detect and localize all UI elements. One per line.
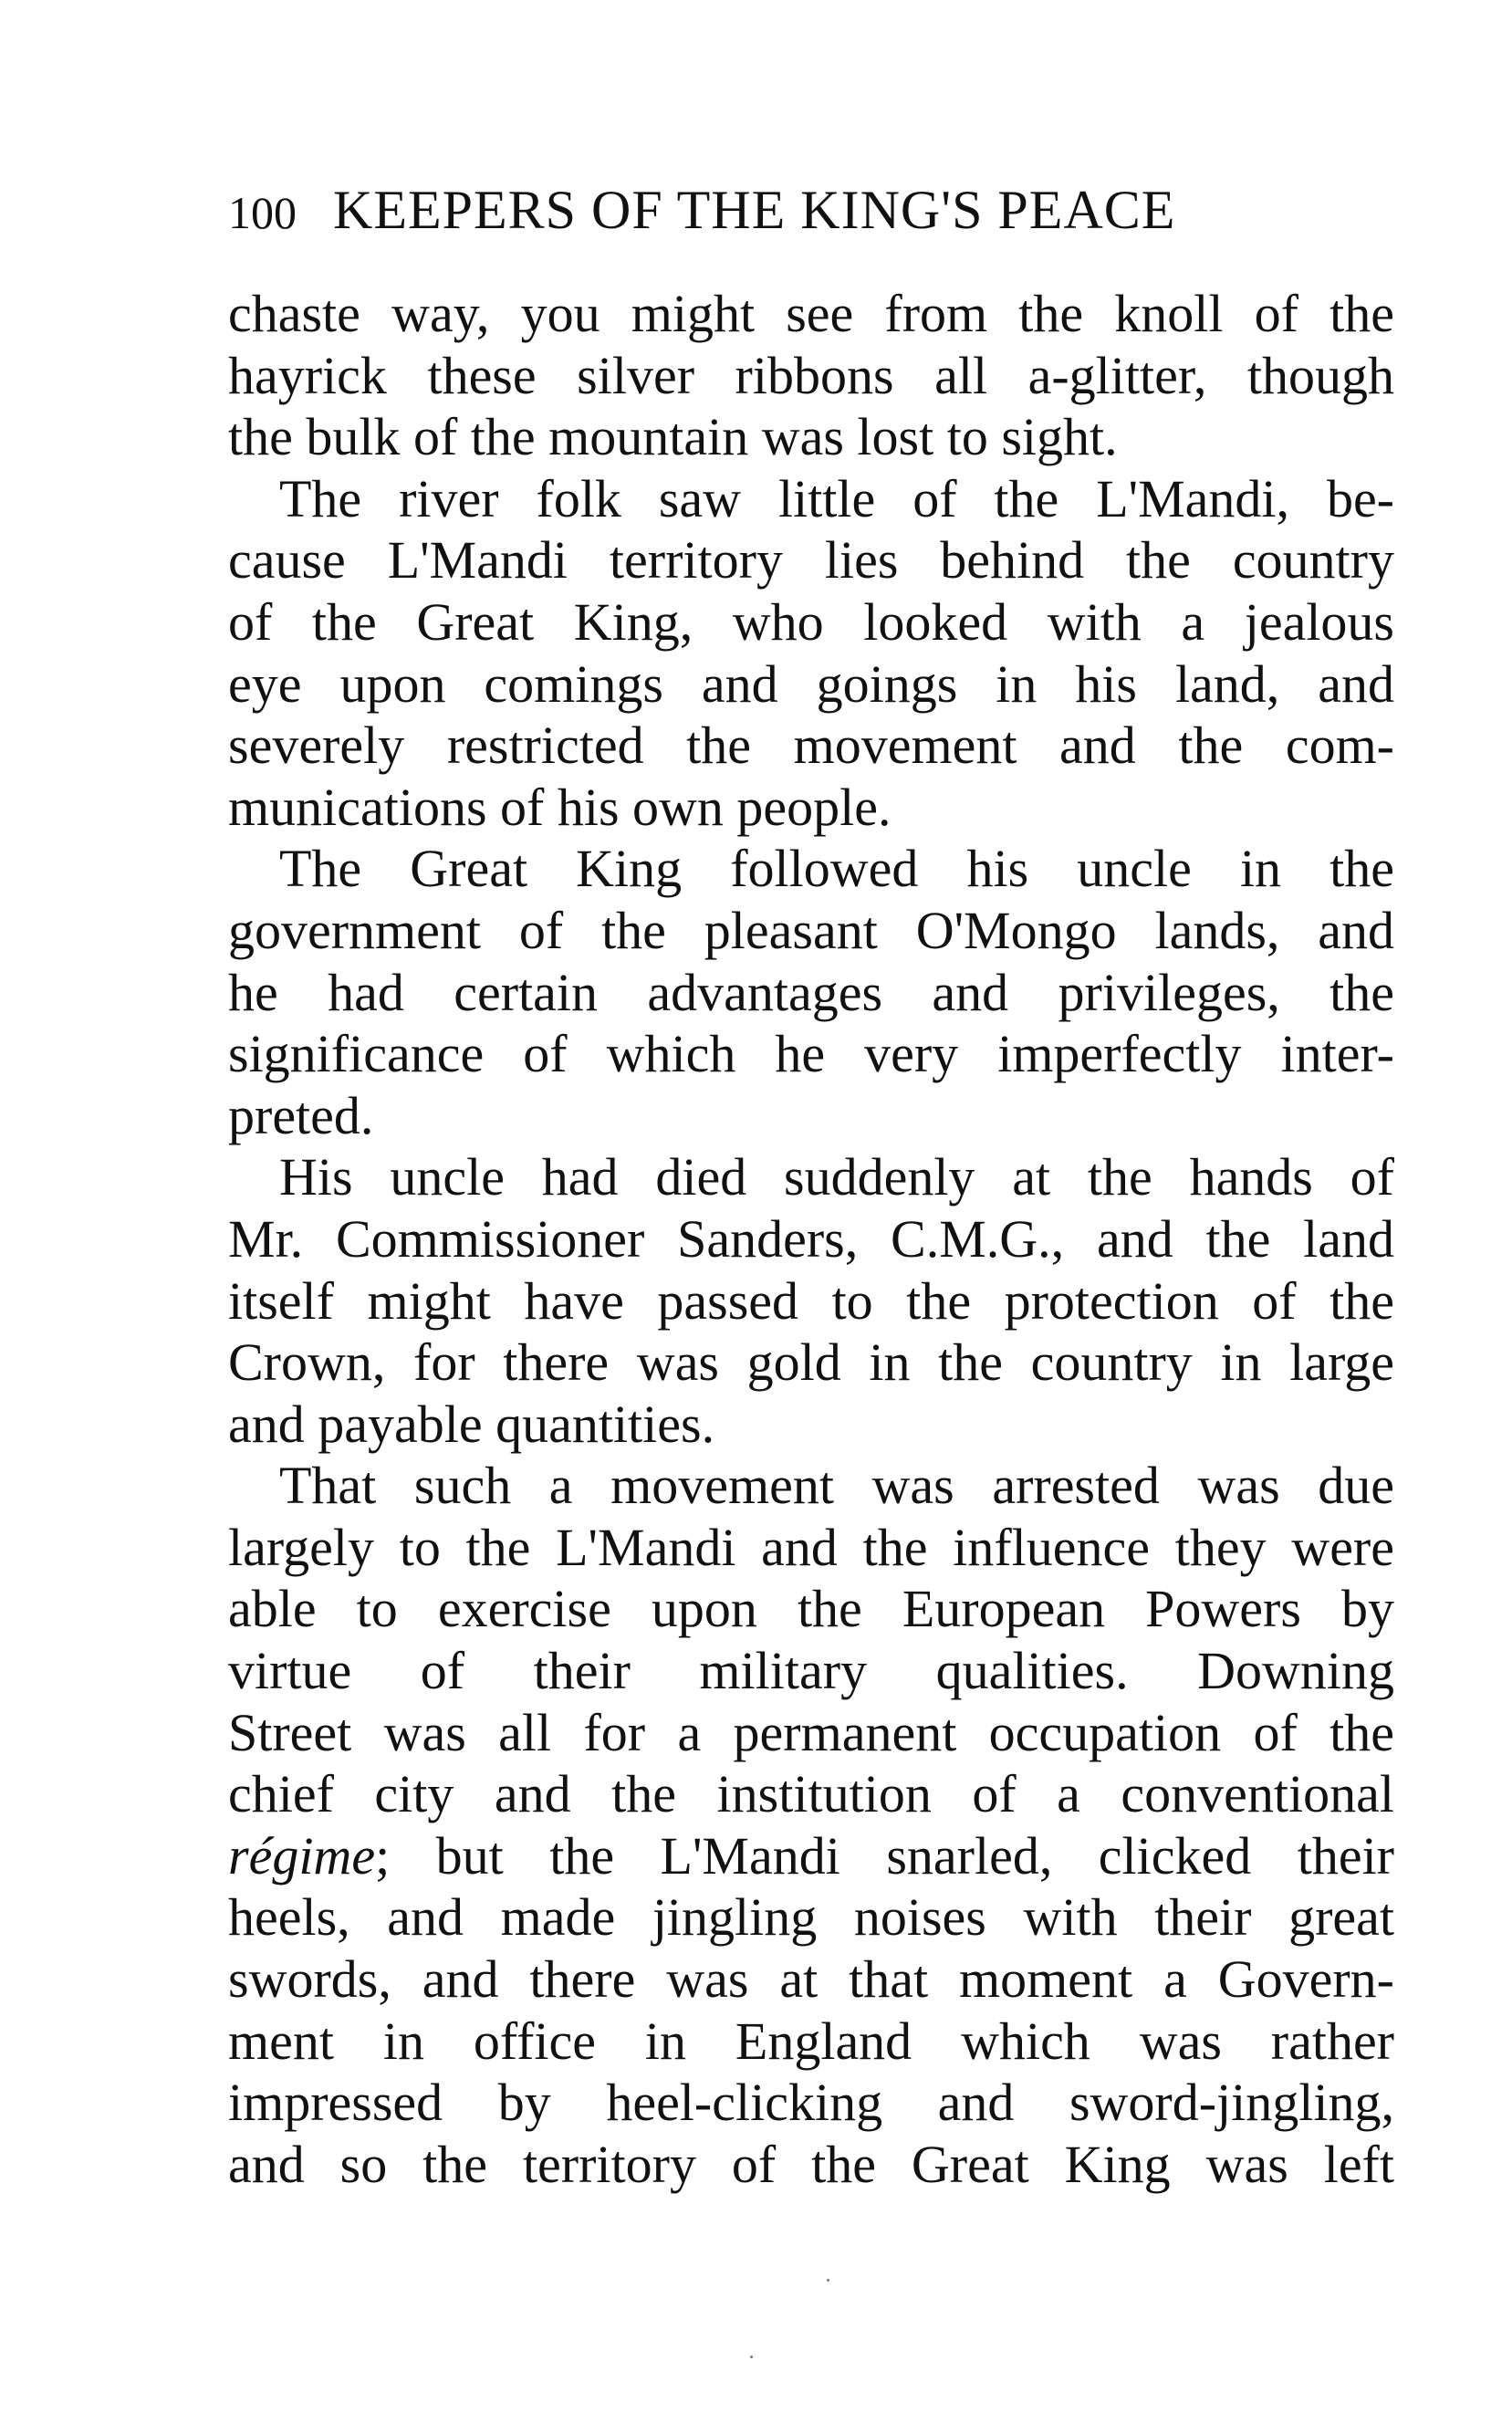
text-line: hayrick these silver ribbons all a-glitter, though [228, 345, 1394, 405]
text-line [228, 1825, 1394, 1887]
text-line: eye upon comings and goings in his land, and [228, 653, 1394, 714]
text-line: chief city and the institution of a conventional [228, 1764, 1394, 1824]
text-line: The Great King followed his uncle in the [279, 839, 1394, 899]
text-line: and payable quantities. [228, 1394, 715, 1454]
text-line: preted. [228, 1085, 374, 1145]
page-number: 100 [228, 187, 297, 238]
line-rest: ; but the L'Mandi snarled, clicked their [375, 1825, 1394, 1886]
italic-word: régime [228, 1825, 376, 1886]
text-line: swords, and there was at that moment a Govern- [228, 1949, 1394, 2010]
text-line: munications of his own people. [228, 777, 892, 837]
text-line: he had certain advantages and privileges, the [228, 962, 1394, 1022]
print-speck [827, 2279, 829, 2282]
text-line: Mr. Commissioner Sanders, C.M.G., and the land [228, 1208, 1394, 1269]
text-line: largely to the L'Mandi and the influence they were [228, 1517, 1394, 1577]
text-line: ment in office in England which was rather [228, 2011, 1394, 2071]
text-line: itself might have passed to the protection of the [228, 1270, 1394, 1331]
text-line: Street was all for a permanent occupation of the [228, 1702, 1394, 1762]
text-line: Crown, for there was gold in the country in large [228, 1332, 1394, 1393]
text-line: severely restricted the movement and the com- [228, 716, 1394, 776]
text-line: That such a movement was arrested was due [279, 1456, 1394, 1516]
text-line: impressed by heel-clicking and sword-jingling, [228, 2073, 1394, 2133]
print-speck [750, 2356, 753, 2358]
text-line: cause L'Mandi territory lies behind the country [228, 530, 1394, 590]
body-text [228, 283, 1396, 2195]
running-head: KEEPERS OF THE KING'S PEACE [333, 180, 1176, 240]
text-line: government of the pleasant O'Mongo lands, and [228, 900, 1394, 960]
text-line: and so the territory of the Great King was left [228, 2134, 1394, 2194]
text-line: virtue of their military qualities. Downing [228, 1641, 1394, 1701]
text-line: significance of which he very imperfectly inter- [228, 1024, 1394, 1084]
text-line: heels, and made jingling noises with their great [228, 1887, 1394, 1948]
page-header [228, 179, 1349, 252]
text-line: The river folk saw little of the L'Mandi, be- [279, 468, 1394, 528]
text-line: His uncle had died suddenly at the hands of [279, 1147, 1394, 1207]
text-line: the bulk of the mountain was lost to sight. [228, 407, 1118, 467]
text-line: chaste way, you might see from the knoll of the [228, 284, 1394, 343]
text-line: of the Great King, who looked with a jealous [228, 591, 1394, 652]
text-line: able to exercise upon the European Powers by [228, 1579, 1394, 1639]
